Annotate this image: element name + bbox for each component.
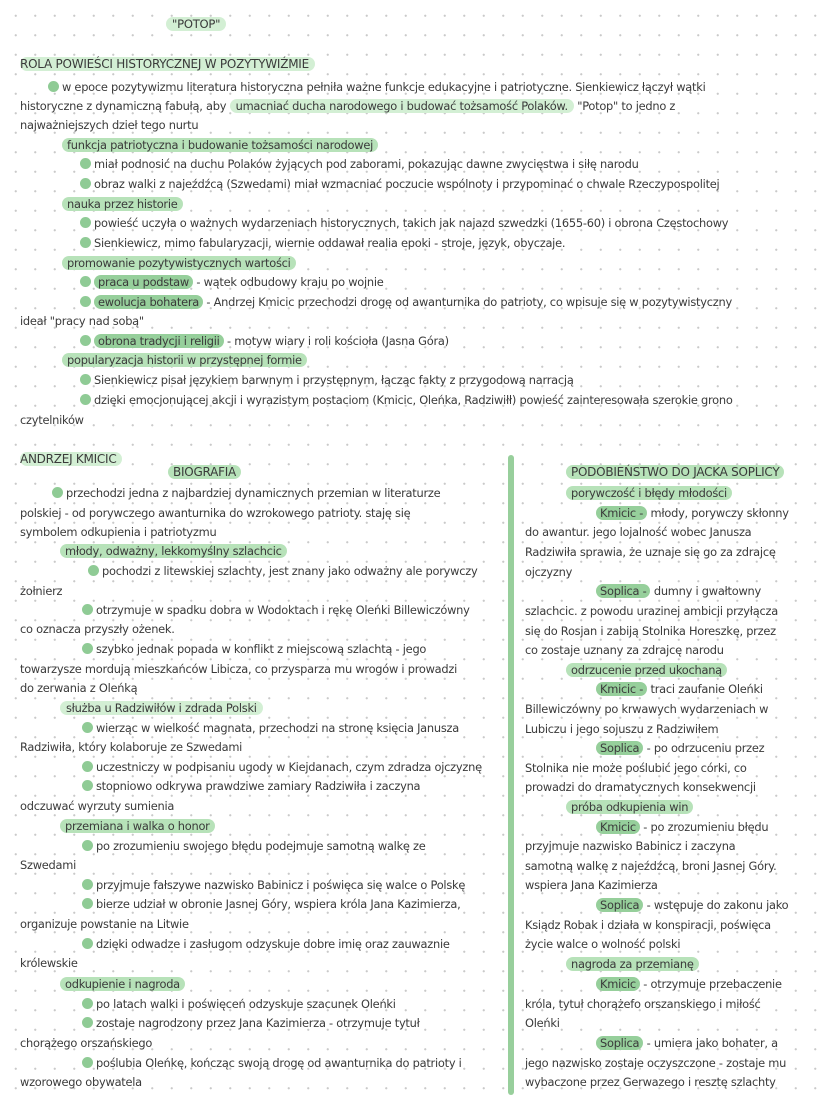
compare-line: co zostaje uznany za zdrajcę narodu bbox=[525, 643, 724, 657]
compare-line: Radziwiła sprawia, że uznaje się go za zdrajcę bbox=[525, 545, 776, 559]
group-label: nauka przez historie bbox=[62, 195, 183, 214]
compare-line: szlachcic. z powodu urazinej ambicji przyłącza bbox=[525, 604, 778, 618]
compare-kmicic: Kmicic - młody, porywczy skłonny bbox=[596, 504, 789, 523]
bullet-icon bbox=[82, 840, 93, 851]
compare-line: do awantur. jego lojalność wobec Janusza bbox=[525, 525, 752, 539]
bullet-icon bbox=[52, 487, 63, 498]
compare-soplica: Soplica - dumny i gwałtowny bbox=[596, 582, 761, 601]
bullet-icon bbox=[82, 1017, 93, 1028]
bullet-icon bbox=[82, 722, 93, 733]
compare-line: Oleńki bbox=[525, 1016, 560, 1030]
bullet-icon bbox=[82, 898, 93, 909]
bullet-icon bbox=[82, 643, 93, 654]
list-item: wierząc w wielkość magnata, przechodzi na stronę księcia Janusza bbox=[82, 719, 459, 738]
intro-line: historyczne z dynamiczną fabułą, aby umacniać ducha narodowego i budować tożsamość Polaków. "Potop" to jedno z bbox=[20, 99, 676, 113]
bullet-icon bbox=[80, 158, 91, 169]
bullet-icon bbox=[82, 604, 93, 615]
bullet-icon bbox=[80, 296, 91, 307]
bullet-icon bbox=[80, 178, 91, 189]
list-item: powieść uczyła o ważnych wydarzeniach historycznych, takich jak najazd szwedzki (1655-60) i obrona Częstochowy bbox=[80, 214, 728, 233]
highlight-phrase: umacniać ducha narodowego i budować tożsamość Polaków. bbox=[230, 99, 574, 113]
list-item: otrzymuje w spadku dobra w Wodoktach i rękę Oleńki Billewiczówny bbox=[82, 601, 470, 620]
list-item: poślubia Oleńkę, kończąc swoją drogę od awanturnika do patrioty i bbox=[82, 1054, 462, 1073]
list-item: po zrozumieniu swojego błędu podejmuje samotną walkę ze bbox=[82, 837, 426, 856]
list-item: po latach walki i poświęceń odzyskuje szacunek Oleńki bbox=[82, 995, 396, 1014]
section-heading-soplica: PODOBIEŃSTWO DO JACKA SOPLICY bbox=[566, 463, 784, 482]
list-item-cont: organizuje powstanie na Litwie bbox=[20, 917, 189, 931]
group-label: odkupienie i nagroda bbox=[60, 975, 185, 994]
compare-kmicic: Kmicic - po zrozumieniu błędu bbox=[596, 818, 768, 837]
compare-kmicic: Kmicic - otrzymuje przebaczenie bbox=[596, 975, 782, 994]
bio-intro: symbolem odkupienia i patriotyzmu bbox=[20, 525, 217, 539]
group-label: próba odkupienia win bbox=[566, 798, 693, 817]
bullet-icon bbox=[80, 217, 91, 228]
list-item-cont: co oznacza przyszły ożenek. bbox=[20, 622, 175, 636]
list-item: pochodzi z litewskiej szlachty, jest znany jako odważny ale porywczy bbox=[88, 562, 477, 581]
list-item: ewolucja bohatera - Andrzej Kmicic przechodzi drogę od awanturnika do patrioty, co wpisuje się w pozytywistyczny bbox=[80, 293, 732, 312]
compare-line: Lubiczu i jego sojuszu z Radziwiłem bbox=[525, 722, 719, 736]
group-label: nagroda za przemianę bbox=[566, 955, 699, 974]
compare-line: Stolnika nie może poślubić jego córki, co bbox=[525, 761, 747, 775]
compare-line: Billewiczówny po krwawych wydarzeniach w bbox=[525, 702, 769, 716]
list-item-cont: do zerwania z Oleńką bbox=[20, 681, 138, 695]
compare-line: ojczyzny bbox=[525, 565, 573, 579]
intro-line: w epoce pozytywizmu literatura historyczna pełniła ważne funkcje edukacyjne i patriotyczne. Sienkiewicz łączył wątki bbox=[48, 78, 706, 97]
page-title: "POTOP" bbox=[166, 15, 226, 34]
bullet-icon bbox=[82, 780, 93, 791]
list-item: praca u podstaw - wątek odbudowy kraju po wojnie bbox=[80, 273, 384, 292]
compare-line: wybaczone przez Gerwazego i resztę szlachty bbox=[525, 1075, 776, 1089]
compare-line: jego nazwisko zostaje oczyszczone - zostaje mu bbox=[525, 1056, 787, 1070]
bullet-icon bbox=[80, 335, 91, 346]
bullet-icon bbox=[82, 998, 93, 1009]
list-item-cont: królewskie bbox=[20, 956, 78, 970]
compare-soplica: Soplica - wstępuje do zakonu jako bbox=[596, 896, 788, 915]
list-item-cont: czytelników bbox=[20, 413, 84, 427]
compare-soplica: Soplica - umiera jako bohater, a bbox=[596, 1034, 778, 1053]
list-item-cont: Szwedami bbox=[20, 858, 77, 872]
intro-line: najważniejszych dzieł tego nurtu bbox=[20, 118, 199, 132]
compare-line: króla, tytuł chorążefo orszanskiego i miłość bbox=[525, 997, 761, 1011]
list-item: stopniowo odkrywa prawdziwe zamiary Radziwiła i zaczyna bbox=[82, 777, 420, 796]
group-label: funkcja patriotyczna i budowanie tożsamości narodowej bbox=[62, 136, 378, 155]
compare-line: wspiera Jana Kazimierza bbox=[525, 878, 658, 892]
list-item-cont: wzorowego obywatela bbox=[20, 1075, 142, 1089]
bullet-icon bbox=[80, 276, 91, 287]
list-item: dzięki emocjonującej akcji i wyrazistym postaciom (Kmicic, Oleńka, Radziwiłł) powieść zainteresowała szerokie grono bbox=[80, 391, 733, 410]
list-item: dzięki odwadze i zasługom odzyskuje dobre imię oraz zauwaznie bbox=[82, 935, 450, 954]
list-item: Sienkiewicz, mimo fabularyzacji, wiernie oddawał realia epoki - stroje, język, obyczaje. bbox=[80, 234, 565, 253]
group-label: porywczość i błędy młodości bbox=[566, 484, 732, 503]
compare-line: przyjmuje nazwisko Babinicz i zaczyna bbox=[525, 839, 736, 853]
section-heading-kmicic: ANDRZEJ KMICIC bbox=[20, 450, 122, 469]
list-item-cont: chorążego orszańskiego bbox=[20, 1036, 153, 1050]
bullet-icon bbox=[82, 761, 93, 772]
list-item-cont: Radziwiła, który kolaboruje ze Szwedami bbox=[20, 740, 243, 754]
bullet-icon bbox=[80, 374, 91, 385]
bullet-icon bbox=[48, 81, 59, 92]
compare-line: samotną walkę z najeźdźcą, broni Jasnej Góry. bbox=[525, 859, 777, 873]
compare-soplica: Soplica - po odrzuceniu przez bbox=[596, 739, 764, 758]
group-label: popularyzacja historii w przystępnej formie bbox=[62, 351, 307, 370]
compare-line: się do Rosjan i zabiją Stolnika Horeszkę, przez bbox=[525, 624, 776, 638]
bullet-icon bbox=[80, 394, 91, 405]
section-heading-role: ROLA POWIEŚCI HISTORYCZNEJ W POZYTYWIŹMIE bbox=[20, 55, 315, 74]
bullet-icon bbox=[82, 938, 93, 949]
compare-line: prowadzi do dramatycznych konsekwencji bbox=[525, 780, 756, 794]
bio-intro: przechodzi jedna z najbardziej dynamicznych przemian w literaturze bbox=[52, 484, 440, 503]
list-item: obrona tradycji i religii - motyw wiary i roli kościoła (Jasna Góra) bbox=[80, 332, 449, 351]
list-item-cont: żołnierz bbox=[20, 584, 63, 598]
list-item-cont: odczuwać wyrzuty sumienia bbox=[20, 799, 175, 813]
list-item-cont: towarzysze mordują mieszkańców Libicza, co przysparza mu wrogów i prowadzi bbox=[20, 662, 458, 676]
compare-line: Ksiądz Robak i działa w konspiracji, poświęca bbox=[525, 918, 771, 932]
list-item: bierze udział w obronie Jasnej Góry, wspiera króla Jana Kazimierza, bbox=[82, 895, 460, 914]
list-item: Sienkiewicz pisał językiem barwnym i przystępnym, łącząc fakty z przygodową narracją bbox=[80, 371, 574, 390]
list-item: obraz walki z najeźdźcą (Szwedami) miał wzmacniać poczucie wspólnoty i przypominać o chwale Rzeczypospolitej bbox=[80, 175, 719, 194]
group-label: przemiana i walka o honor bbox=[60, 817, 215, 836]
bio-intro: polskiej - od porywczego awanturnika do wzrokowego patrioty. staję się bbox=[20, 506, 411, 520]
group-label: promowanie pozytywistycznych wartości bbox=[62, 254, 296, 273]
group-label: młody, odważny, lekkomyślny szlachcic bbox=[60, 542, 287, 561]
group-label: odrzucenie przed ukochaną bbox=[566, 661, 727, 680]
subheading-biografia: BIOGRAFIA bbox=[168, 463, 241, 482]
list-item: przyjmuje fałszywe nazwisko Babinicz i poświęca się walce o Polskę bbox=[82, 876, 465, 895]
list-item: miał podnosić na duchu Polaków żyjących pod zaborami, pokazując dawne zwycięstwa i siłę narodu bbox=[80, 155, 639, 174]
column-divider bbox=[508, 455, 514, 1095]
list-item: szybko jednak popada w konflikt z miejscową szlachtą - jego bbox=[82, 640, 426, 659]
list-item: zostaje nagrodzony przez Jana Kazimierza - otrzymuje tytuł bbox=[82, 1014, 420, 1033]
list-item-cont: ideał "pracy nad sobą" bbox=[20, 314, 144, 328]
bullet-icon bbox=[82, 879, 93, 890]
compare-kmicic: Kmicic - traci zaufanie Oleńki bbox=[596, 680, 763, 699]
compare-line: życie walce o wolność polski bbox=[525, 937, 681, 951]
group-label: służba u Radziwiłów i zdrada Polski bbox=[60, 699, 263, 718]
bullet-icon bbox=[88, 565, 99, 576]
bullet-icon bbox=[82, 1057, 93, 1068]
bullet-icon bbox=[80, 237, 91, 248]
list-item: uczestniczy w podpisaniu ugody w Kiejdanach, czym zdradza ojczyznę bbox=[82, 758, 482, 777]
